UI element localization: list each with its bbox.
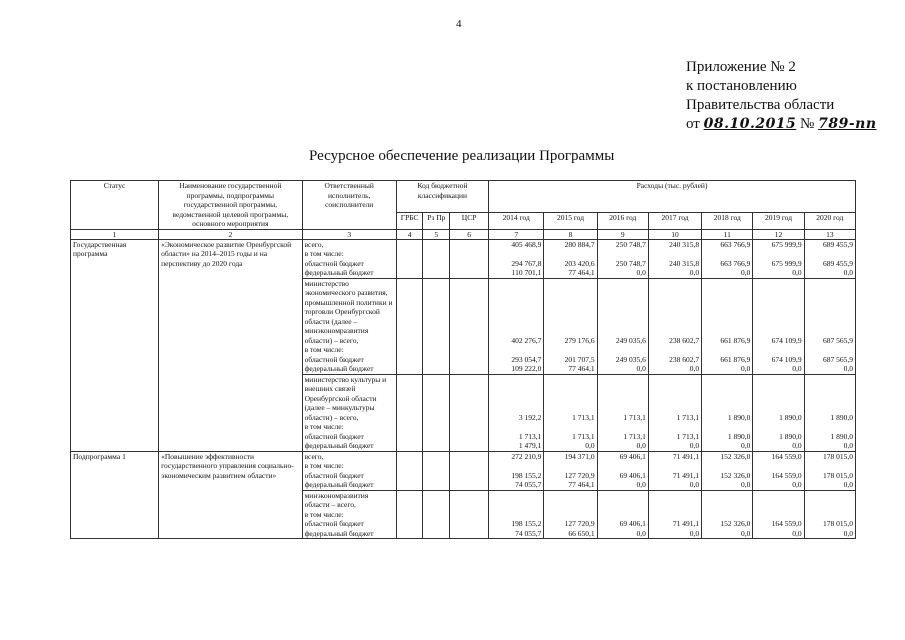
appendix-line-2: к постановлению: [686, 78, 797, 94]
expense-value: 3 192,2: [518, 412, 542, 422]
expense-value: 164 559,0: [771, 470, 802, 480]
expense-value: 238 602,7: [669, 354, 700, 364]
expense-value: 0,0: [741, 268, 751, 277]
header-expenses: Расходы (тыс. рублей): [489, 181, 856, 213]
expense-value: 198 155,2: [511, 470, 542, 480]
executor-line: федеральный бюджет: [304, 528, 374, 538]
expense-value: 164 559,0: [771, 519, 802, 528]
expense-value: 250 748,7: [615, 258, 646, 268]
expense-value: [546, 461, 594, 471]
expense-value: [755, 500, 801, 510]
budget-code-cell: [423, 374, 450, 451]
expense-value: 249 035,6: [615, 354, 646, 364]
expense-cell: [804, 278, 855, 374]
expense-value: 675 999,9: [771, 258, 802, 268]
expense-value: 280 884,7: [564, 239, 595, 249]
executor-line: федеральный бюджет: [304, 480, 374, 489]
expense-value: 69 406,1: [619, 451, 646, 461]
expense-value: [491, 500, 541, 510]
header-year-2016: 2016 год: [597, 212, 648, 229]
expense-value: 152 326,0: [720, 519, 751, 528]
column-number: 6: [450, 229, 489, 239]
header-year-2015: 2015 год: [544, 212, 597, 229]
expense-value: 249 035,6: [615, 335, 646, 345]
budget-code-cell: [396, 451, 423, 490]
expense-value: 1 713,1: [676, 431, 700, 441]
expense-value: 0,0: [689, 480, 700, 489]
header-year-2020: 2020 год: [804, 212, 855, 229]
table-row: [71, 451, 856, 490]
expense-value: 127 720,9: [564, 519, 595, 528]
expense-value: 1 713,1: [518, 431, 542, 441]
expense-cell: [753, 451, 804, 490]
expense-value: 0,0: [741, 480, 751, 489]
column-number: 2: [159, 229, 302, 239]
budget-code-cell: [423, 239, 450, 278]
expense-value: [807, 249, 853, 259]
expense-value: [491, 422, 541, 432]
budget-code-cell: [396, 490, 423, 539]
expense-cell: [702, 239, 753, 278]
budget-code-cell: [396, 374, 423, 451]
expense-value: 689 455,9: [823, 239, 853, 249]
expense-value: [704, 422, 750, 432]
expense-value: [755, 510, 801, 520]
executor-line: областной бюджет: [304, 470, 364, 480]
executor-line: всего,: [304, 239, 324, 249]
handwritten-number: 789-пп: [818, 116, 877, 132]
expense-value: 74 055,7: [515, 528, 542, 538]
expense-cell: [489, 374, 544, 451]
expense-value: 0,0: [792, 364, 802, 373]
expense-cell: [753, 278, 804, 374]
handwritten-date: 08.10.2015: [703, 116, 797, 132]
expense-value: 77 464,1: [568, 480, 595, 489]
expense-value: 1 890,0: [830, 412, 853, 422]
executor-line: в том числе:: [304, 345, 344, 354]
expense-value: [651, 249, 699, 259]
expense-value: 250 748,7: [615, 239, 646, 249]
expense-value: 675 999,9: [771, 239, 802, 249]
expense-value: 77 464,1: [568, 268, 595, 277]
column-number: 3: [302, 229, 396, 239]
expense-value: 279 176,6: [564, 335, 595, 345]
executor-line: областной бюджет: [304, 258, 364, 268]
column-number: 12: [753, 229, 804, 239]
executor-line: областной бюджет: [304, 354, 364, 364]
executor-line: областной бюджет: [304, 431, 364, 441]
expense-value: 0,0: [636, 268, 646, 277]
expense-value: 1 890,0: [830, 431, 853, 441]
expense-value: [651, 500, 699, 510]
expense-value: [704, 461, 750, 471]
expense-value: [546, 345, 594, 355]
column-number: 4: [396, 229, 423, 239]
expense-value: 66 650,1: [568, 528, 595, 538]
expense-value: [704, 345, 750, 355]
budget-code-cell: [450, 278, 489, 374]
expense-value: 687 565,9: [823, 354, 853, 364]
expense-value: [807, 500, 853, 510]
expense-value: [491, 510, 541, 520]
executor-line: министерство экономического развития, промышленной политики и торговли Оренбургской области (далее – минэкономразвития области) – всего,: [304, 278, 393, 345]
expense-cell: [544, 374, 597, 451]
expense-cell: [597, 374, 648, 451]
expense-value: 294 767,8: [511, 258, 542, 268]
budget-code-cell: [450, 374, 489, 451]
expense-value: 178 015,0: [823, 470, 853, 480]
expense-cell: [804, 451, 855, 490]
expense-value: 674 109,9: [771, 354, 802, 364]
expense-value: 1 890,0: [779, 431, 802, 441]
expense-value: 0,0: [843, 364, 853, 373]
expense-cell: [489, 278, 544, 374]
budget-code-cell: [450, 490, 489, 539]
expense-value: 71 491,1: [672, 451, 700, 461]
expense-cell: [597, 278, 648, 374]
executor-line: федеральный бюджет: [304, 364, 374, 373]
executor-line: всего,: [304, 451, 324, 461]
expense-cell: [648, 374, 701, 451]
expense-value: 0,0: [843, 268, 853, 277]
expense-cell: [753, 239, 804, 278]
expense-value: 127 720,9: [564, 470, 595, 480]
appendix-line-3: Правительства области: [686, 97, 835, 113]
header-executor: Ответственный исполнитель, соисполнители: [302, 181, 396, 230]
expense-value: 71 491,1: [672, 519, 700, 528]
page-number: 4: [456, 18, 462, 30]
expense-value: [600, 500, 646, 510]
expense-value: 687 565,9: [823, 335, 853, 345]
expense-value: 0,0: [689, 268, 700, 277]
expense-value: 178 015,0: [823, 451, 853, 461]
expense-value: 0,0: [689, 528, 700, 538]
expense-value: [546, 500, 594, 510]
expense-value: 689 455,9: [823, 258, 853, 268]
expense-value: 1 713,1: [623, 412, 646, 422]
expense-cell: [753, 490, 804, 539]
header-csr: ЦСР: [450, 212, 489, 229]
column-number: 9: [597, 229, 648, 239]
expense-value: 1 713,1: [572, 412, 595, 422]
header-budget-code: Код бюджетной классификации: [396, 181, 488, 213]
expense-value: 0,0: [843, 441, 853, 450]
expense-value: 1 713,1: [676, 412, 700, 422]
column-number: 7: [489, 229, 544, 239]
header-grbs: ГРБС: [396, 212, 423, 229]
row-executor: [302, 490, 396, 539]
column-number: 5: [423, 229, 450, 239]
expense-value: 0,0: [792, 480, 802, 489]
budget-code-cell: [423, 451, 450, 490]
header-year-2014: 2014 год: [489, 212, 544, 229]
expense-value: 0,0: [843, 528, 853, 538]
expense-value: 0,0: [636, 528, 646, 538]
expense-value: 0,0: [741, 441, 751, 450]
expense-value: 405 468,9: [511, 239, 542, 249]
expense-value: 272 210,9: [511, 451, 542, 461]
expense-value: [807, 345, 853, 355]
expense-value: [651, 510, 699, 520]
executor-line: в том числе:: [304, 509, 344, 519]
expense-value: 198 155,2: [511, 519, 542, 528]
expense-value: [600, 345, 646, 355]
expense-value: 201 707,5: [564, 354, 595, 364]
executor-line: федеральный бюджет: [304, 441, 374, 450]
expense-cell: [648, 451, 701, 490]
expense-value: 0,0: [636, 441, 646, 450]
executor-line: в том числе:: [304, 461, 344, 470]
expense-value: 0,0: [741, 528, 751, 538]
row-executor: [302, 278, 396, 374]
expense-value: 1 713,1: [623, 431, 646, 441]
budget-code-cell: [450, 239, 489, 278]
expense-value: 77 464,1: [568, 364, 595, 373]
expense-cell: [544, 278, 597, 374]
row-name: «Повышение эффективности государственного управления социально-экономическим развитием области»: [159, 451, 302, 539]
expense-cell: [544, 451, 597, 490]
expense-value: [600, 510, 646, 520]
expense-value: 0,0: [636, 480, 646, 489]
appendix-line-1: Приложение № 2: [686, 59, 796, 75]
expense-value: [807, 461, 853, 471]
expense-value: 0,0: [843, 480, 853, 489]
expense-cell: [804, 374, 855, 451]
expense-cell: [489, 451, 544, 490]
expense-value: 110 701,1: [511, 268, 542, 277]
document-title: Ресурсное обеспечение реализации Программы: [309, 148, 615, 164]
expense-value: 663 766,9: [720, 258, 751, 268]
row-status: Подпрограмма 1: [71, 451, 159, 539]
column-number: 1: [71, 229, 159, 239]
expense-value: [491, 345, 541, 355]
header-year-2018: 2018 год: [702, 212, 753, 229]
budget-code-cell: [423, 490, 450, 539]
expense-value: 0,0: [741, 364, 751, 373]
expense-cell: [544, 239, 597, 278]
budget-code-cell: [450, 451, 489, 490]
executor-line: в том числе:: [304, 422, 344, 431]
expense-cell: [597, 239, 648, 278]
expense-value: 1 890,0: [727, 431, 751, 441]
expense-value: 1 479,1: [518, 441, 542, 450]
row-status: Государственная программа: [71, 239, 159, 451]
row-executor: [302, 374, 396, 451]
row-executor: [302, 239, 396, 278]
budget-code-cell: [396, 239, 423, 278]
expense-cell: [753, 374, 804, 451]
row-executor: [302, 451, 396, 490]
expense-value: [755, 345, 801, 355]
header-name: Наименование государственной программы, подпрограммы государственной программы, ведомственной целевой программы, основного мероприятия: [159, 181, 302, 230]
expense-value: [704, 510, 750, 520]
executor-line: в том числе:: [304, 249, 344, 258]
expense-cell: [597, 490, 648, 539]
expense-cell: [648, 239, 701, 278]
expense-value: [651, 345, 699, 355]
expense-value: 402 276,7: [511, 335, 542, 345]
expense-value: 178 015,0: [823, 519, 853, 528]
budget-code-cell: [423, 278, 450, 374]
expense-value: [546, 422, 594, 432]
expense-value: [651, 461, 699, 471]
header-year-2019: 2019 год: [753, 212, 804, 229]
header-rzpr: Рз Пр: [423, 212, 450, 229]
expense-value: 69 406,1: [619, 519, 646, 528]
expense-cell: [702, 451, 753, 490]
expense-value: [600, 422, 646, 432]
expense-value: 0,0: [792, 268, 802, 277]
executor-line: министерство культуры и внешних связей Оренбургской области (далее – минкультуры области) – всего,: [304, 374, 387, 422]
expense-value: 0,0: [792, 441, 802, 450]
expense-cell: [702, 278, 753, 374]
expense-value: 109 222,0: [511, 364, 542, 373]
table-row: [71, 239, 856, 278]
expense-cell: [544, 490, 597, 539]
expense-value: 1 890,0: [727, 412, 751, 422]
expense-value: 194 371,0: [564, 451, 595, 461]
expense-value: [491, 249, 541, 259]
expense-value: 240 315,8: [669, 258, 700, 268]
expense-value: 71 491,1: [672, 470, 700, 480]
budget-code-cell: [396, 278, 423, 374]
header-year-2017: 2017 год: [648, 212, 701, 229]
expense-cell: [489, 490, 544, 539]
expense-value: 203 420,6: [564, 258, 595, 268]
expense-cell: [804, 490, 855, 539]
expense-value: [704, 249, 750, 259]
expense-value: 0,0: [689, 441, 700, 450]
expense-value: 1 713,1: [572, 431, 595, 441]
appendix-prefix: от: [686, 116, 700, 132]
expense-cell: [702, 374, 753, 451]
expense-value: 0,0: [585, 441, 595, 450]
column-number: 10: [648, 229, 701, 239]
column-number-row: [71, 229, 856, 239]
expense-value: 238 602,7: [669, 335, 700, 345]
expense-value: [807, 422, 853, 432]
expense-cell: [597, 451, 648, 490]
expense-value: [704, 500, 750, 510]
appendix-line-4: [686, 115, 877, 134]
expense-value: 0,0: [689, 364, 700, 373]
header-status: Статус: [71, 181, 159, 230]
expense-cell: [489, 239, 544, 278]
expense-value: 661 876,9: [720, 335, 751, 345]
executor-line: минэкономразвития области – всего,: [304, 490, 369, 509]
expense-value: [755, 249, 801, 259]
expense-value: 293 054,7: [511, 354, 542, 364]
expense-value: [651, 422, 699, 432]
expense-value: 69 406,1: [619, 470, 646, 480]
expense-cell: [702, 490, 753, 539]
expense-value: [600, 249, 646, 259]
expense-value: 674 109,9: [771, 335, 802, 345]
column-number: 11: [702, 229, 753, 239]
expense-value: 152 326,0: [720, 470, 751, 480]
expense-value: 74 055,7: [515, 480, 542, 489]
expense-value: [807, 510, 853, 520]
expense-cell: [648, 278, 701, 374]
expense-value: [755, 461, 801, 471]
expense-cell: [804, 239, 855, 278]
expense-value: 240 315,8: [669, 239, 700, 249]
executor-line: областной бюджет: [304, 519, 364, 528]
column-number: 13: [804, 229, 855, 239]
expense-cell: [648, 490, 701, 539]
expense-value: 152 326,0: [720, 451, 751, 461]
row-name: «Экономическое развитие Оренбургской области» на 2014–2015 годы и на перспективу до 2020 года: [159, 239, 302, 451]
expense-value: 1 890,0: [779, 412, 802, 422]
expense-value: 0,0: [636, 364, 646, 373]
expense-value: [491, 461, 541, 471]
expense-value: 661 876,9: [720, 354, 751, 364]
expense-value: [546, 249, 594, 259]
expense-value: [600, 461, 646, 471]
expense-value: [546, 510, 594, 520]
executor-line: федеральный бюджет: [304, 268, 374, 277]
budget-table: [70, 180, 856, 539]
expense-value: 164 559,0: [771, 451, 802, 461]
number-sign: №: [800, 116, 815, 132]
expense-value: [755, 422, 801, 432]
column-number: 8: [544, 229, 597, 239]
appendix-block: [686, 58, 877, 134]
expense-value: 0,0: [792, 528, 802, 538]
expense-value: 663 766,9: [720, 239, 751, 249]
